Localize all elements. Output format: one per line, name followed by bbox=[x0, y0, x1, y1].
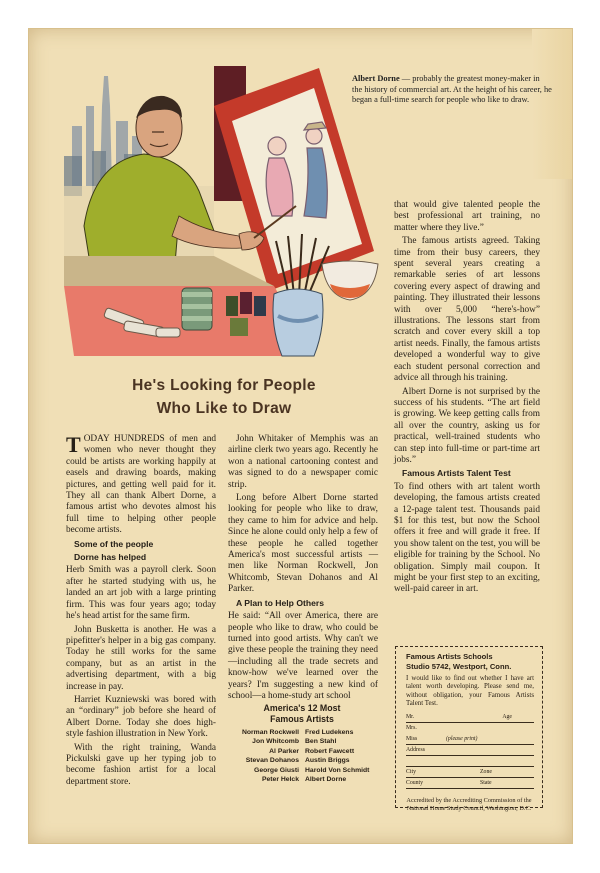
subheading-people-2: Dorne has helped bbox=[74, 552, 147, 563]
paragraph-herb-smith: Herb Smith was a payroll clerk. Soon after he started studying with us, he landed an art job with a large printing firm. This was four years ago; today he's head artist for the same firm. bbox=[66, 565, 216, 622]
coupon-address-line-2[interactable] bbox=[406, 758, 534, 769]
artist-name: Stevan Dohanos bbox=[245, 757, 299, 765]
artist-name: Peter Helck bbox=[261, 776, 299, 784]
paragraph-talent-test: To find others with art talent worth developing, the famous artists created a 12-page talent test. Thousands paid $1 for this test, but now the School offers it free and will grade it free. If you show talent on the test, you will be eligible for training by the School. No obligation. Simply mail coupon. It might be your first step to an exciting, well-paid career in art. bbox=[394, 481, 540, 595]
label-mr: Mr. bbox=[406, 714, 415, 721]
caption-text: — probably the greatest money-maker in the history of commercial art. At the height of his career, he began a full-time search for people who like to draw. bbox=[352, 74, 552, 105]
intro-paragraph bbox=[66, 434, 216, 537]
artist-name: Fred Ludekens bbox=[305, 729, 354, 736]
coupon-school-name: Famous Artists Schools bbox=[406, 652, 493, 661]
artist-name: George Giusti bbox=[254, 766, 299, 774]
artist-name: Norman Rockwell bbox=[241, 729, 299, 736]
artists-list bbox=[224, 728, 380, 784]
famous-artists-box bbox=[224, 703, 380, 784]
label-miss: Miss bbox=[406, 736, 418, 743]
label-age: Age bbox=[502, 714, 512, 721]
paragraph-john-busketta: John Busketta is another. He was a pipefitter's helper in a big gas company. Today he still works for the same company, but as an artist in the advertising department, with a big increase in pay. bbox=[66, 624, 216, 692]
artists-title-2: Famous Artists bbox=[270, 714, 334, 724]
subheading-people-1: Some of the people bbox=[74, 538, 154, 549]
coupon-address-line[interactable] bbox=[406, 747, 534, 758]
paragraph-artists-agreed: The famous artists agreed. Taking time from their busy careers, they spent several years creating a remarkable series of art lessons covering every aspect of drawing and painting. They illustrated their lessons with over 5,000 “here's-how” illustrations. The lessons start from scratch and cover every skill a top artist needs. Finally, the famous artists developed a wonderful way to give each student personal correction and advice all through his training. bbox=[394, 236, 540, 384]
subheading-plan: A Plan to Help Others bbox=[236, 597, 325, 608]
paragraph-continued: that would give talented people the best professional art training, no matter where they live.” bbox=[394, 200, 540, 233]
paragraph-john-whitaker: John Whitaker of Memphis was an airline clerk two years ago. Recently he won a national cartooning contest and was signed to do a newspaper comic strip. bbox=[228, 434, 378, 490]
caption-name: Albert Dorne bbox=[352, 74, 400, 83]
paragraph-wanda: With the right training, Wanda Pickulski gave up her typing job to become fashion artist for a local department store. bbox=[66, 742, 216, 787]
column-1 bbox=[66, 434, 216, 790]
column-2 bbox=[228, 434, 378, 704]
label-address: Address bbox=[406, 747, 425, 754]
artist-name: Al Parker bbox=[269, 747, 299, 755]
intro-text: of men and women who never thought they could be artists are working happily at easels and drawing boards, making pictures, and getting well paid for it. They all can thank Albert Dorne, a famous artist who devotes almost his full time to helping other people become artists. bbox=[66, 434, 216, 536]
coupon-mrs-line[interactable] bbox=[406, 725, 534, 736]
artist-name: Albert Dorne bbox=[305, 776, 347, 784]
label-county: County bbox=[406, 780, 424, 787]
lead-caps: ODAY HUNDREDS bbox=[83, 434, 165, 444]
coupon-city-line[interactable] bbox=[406, 769, 534, 780]
coupon-mr-line[interactable] bbox=[406, 714, 534, 725]
coupon-miss-line[interactable] bbox=[406, 736, 534, 747]
headline-line-1: He's Looking for People bbox=[132, 377, 316, 394]
artist-name: Jon Whitcomb bbox=[252, 738, 299, 746]
column-3 bbox=[394, 200, 540, 598]
artist-name: Ben Stahl bbox=[305, 738, 337, 746]
mail-coupon[interactable] bbox=[395, 646, 543, 813]
subheading-talent-test: Famous Artists Talent Test bbox=[402, 468, 511, 479]
label-mrs: Mrs. bbox=[406, 725, 417, 732]
paragraph-he-said: He said: “All over America, there are people who like to draw, who could be turned into good artists. Why can't we give these people the training they need—including all the trade secrets and know-how we've learned over the years? I'm suggesting a new kind of school—a home-study art school bbox=[228, 611, 378, 701]
headline-line-2: Who Like to Draw bbox=[156, 400, 292, 417]
artist-illustration bbox=[64, 66, 380, 366]
label-zone: Zone bbox=[480, 769, 492, 776]
coupon-request-text: I would like to find out whether I have art talent worth developing. Please send me, without obligation, your Famous Artists Talent Test. bbox=[406, 675, 534, 708]
label-state: State bbox=[480, 780, 492, 787]
artist-name: Austin Briggs bbox=[305, 757, 350, 765]
artists-title-1: America's 12 Most bbox=[263, 703, 341, 713]
label-city: City bbox=[406, 769, 416, 776]
artist-name: Robert Fawcett bbox=[305, 747, 355, 755]
illustration-caption bbox=[352, 74, 552, 106]
artist-name: Harold Von Schmidt bbox=[305, 766, 370, 774]
paragraph-not-surprised: Albert Dorne is not surprised by the success of his students. “The art field is growing. We keep getting calls from all over the country, asking us for practical, well-trained students who can step into full-time or part-time art jobs.” bbox=[394, 386, 540, 465]
label-please-print: (please print) bbox=[446, 736, 478, 743]
drop-cap: T bbox=[66, 432, 81, 457]
coupon-accreditation: Accredited by the Accrediting Commission of the National Home Study Council, Washington, D.C. bbox=[406, 797, 532, 813]
coupon-county-line[interactable] bbox=[406, 780, 534, 791]
coupon-studio-address: Studio 5742, Westport, Conn. bbox=[406, 661, 512, 671]
paragraph-long-before: Long before Albert Dorne started looking for people who like to draw, they came to him for advice and help. Since he alone could only help a few of these people he called together America's most successful artists —men like Norman Rockwell, Jon Whitcomb, Stevan Dohanos and Al Parker. bbox=[228, 493, 378, 595]
paragraph-harriet: Harriet Kuzniewski was bored with an “ordinary” job before she heard of Albert Dorne. Today she does high-style fashion illustration in New York. bbox=[66, 694, 216, 740]
article-headline bbox=[66, 374, 382, 420]
